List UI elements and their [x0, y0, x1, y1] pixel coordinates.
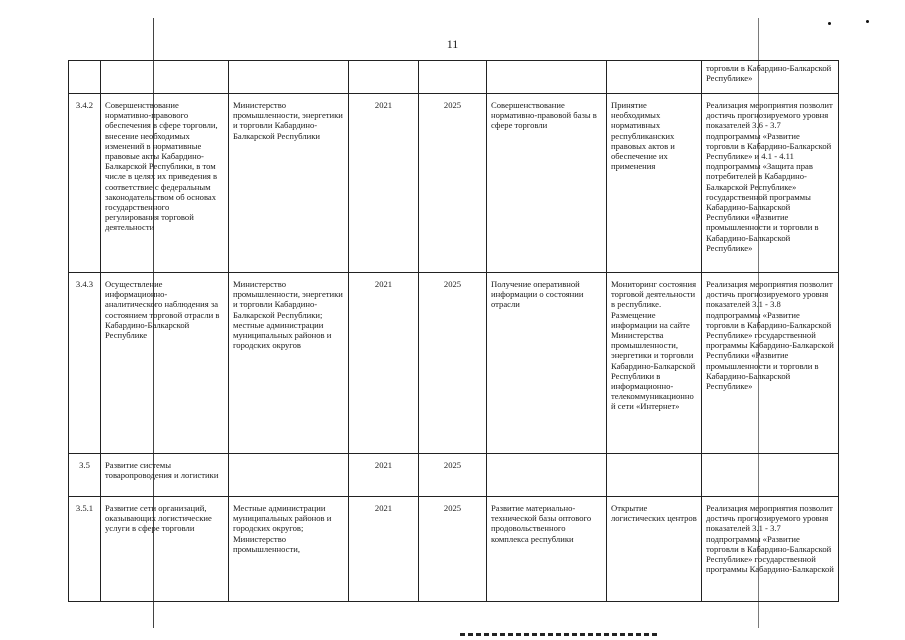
cell-name: Совершенствование нормативно-правового обеспечения в сфере торговли, внесение необходимых изменений в нормативные правовые акты Кабардино-Балкарской Республики, в том числе в целях их приведения в соответствие с федеральным законодательством об основах государственного регулирования торговой деятельности: [101, 94, 229, 273]
cell-content: [607, 454, 702, 497]
cell-end-year: 2025: [419, 497, 487, 602]
cell-name: Развитие сети организаций, оказывающих логистические услуги в сфере торговли: [101, 497, 229, 602]
cell-start-year: 2021: [349, 273, 419, 454]
cell-link: Реализация мероприятия позволит достичь прогнозируемого уровня показателей 3.6 - 3.7 подпрограммы «Развитие торговли в Кабардино-Балкарской Республике» и 4.1 - 4.11 подпрограммы «Защита прав потребителей в Кабардино-Балкарской Республике» государственной программы Кабардино-Балкарской Республики «Развитие промышленности и торговли в Кабардино-Балкарской Республике»: [702, 94, 839, 273]
table-row: [69, 497, 839, 602]
scan-dot: [828, 22, 831, 25]
cell-num: 3.5.1: [69, 497, 101, 602]
cell-link: Реализация мероприятия позволит достичь прогнозируемого уровня показателей 3.1 - 3.7 подпрограммы «Развитие торговли в Кабардино-Балкарской Республике» государственной программы Кабардино-Балкарской: [702, 497, 839, 602]
cell-num: [69, 61, 101, 94]
scan-edge-marks: [460, 633, 660, 636]
cell-end-year: 2025: [419, 273, 487, 454]
cell-result: Совершенствование нормативно-правовой базы в сфере торговли: [487, 94, 607, 273]
table-row: [69, 61, 839, 94]
cell-name: Осуществление информационно-аналитического наблюдения за состоянием торговой отрасли в Кабардино-Балкарской Республике: [101, 273, 229, 454]
cell-start-year: 2021: [349, 454, 419, 497]
cell-name: Развитие системы товаропроводения и логистики: [101, 454, 229, 497]
cell-start-year: 2021: [349, 94, 419, 273]
cell-link: [702, 454, 839, 497]
cell-name: [101, 61, 229, 94]
cell-end-year: [419, 61, 487, 94]
cell-result: [487, 61, 607, 94]
cell-content: [607, 61, 702, 94]
cell-end-year: 2025: [419, 94, 487, 273]
cell-result: Получение оперативной информации о состоянии отрасли: [487, 273, 607, 454]
cell-num: 3.5: [69, 454, 101, 497]
cell-start-year: 2021: [349, 497, 419, 602]
cell-end-year: 2025: [419, 454, 487, 497]
cell-result: Развитие материально-технической базы оптового продовольственного комплекса республики: [487, 497, 607, 602]
cell-num: 3.4.3: [69, 273, 101, 454]
cell-executor: Министерство промышленности, энергетики и торговли Кабардино-Балкарской Республики: [229, 94, 349, 273]
measures-table: [68, 60, 839, 602]
table-row: [69, 94, 839, 273]
cell-executor: Местные администрации муниципальных районов и городских округов; Министерство промышленности,: [229, 497, 349, 602]
cell-executor: Министерство промышленности, энергетики и торговли Кабардино-Балкарской Республики; местные администрации муниципальных районов и городских округов: [229, 273, 349, 454]
page-number: 11: [446, 37, 459, 51]
cell-num: 3.4.2: [69, 94, 101, 273]
cell-content: Принятие необходимых нормативных республиканских правовых актов и обеспечение их применения: [607, 94, 702, 273]
cell-content: Мониторинг состояния торговой деятельности в республике. Размещение информации на сайте Министерства промышленности, энергетики и торговли Кабардино-Балкарской Республики в информационно-телекоммуникационной сети «Интернет»: [607, 273, 702, 454]
table-row: [69, 273, 839, 454]
cell-start-year: [349, 61, 419, 94]
cell-content: Открытие логистических центров: [607, 497, 702, 602]
cell-executor: [229, 61, 349, 94]
scan-dot: [866, 20, 869, 23]
cell-executor: [229, 454, 349, 497]
cell-result: [487, 454, 607, 497]
table-row: [69, 454, 839, 497]
cell-link: торговли в Кабардино-Балкарской Республике»: [702, 61, 839, 94]
cell-link: Реализация мероприятия позволит достичь прогнозируемого уровня показателей 3.1 - 3.8 подпрограммы «Развитие торговли в Кабардино-Балкарской Республике» государственной программы Кабардино-Балкарской Республики «Развитие промышленности и торговли в Кабардино-Балкарской Республике»: [702, 273, 839, 454]
